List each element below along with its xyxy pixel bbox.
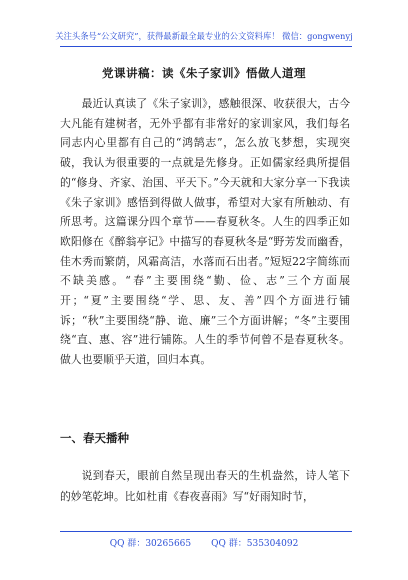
header-divider (60, 46, 352, 47)
footer-qq-group-2: QQ 群：535304092 (211, 539, 299, 549)
footer-qq-group-1: QQ 群：30265665 (109, 539, 192, 549)
header-banner: 关注头条号“公文研究”，获得最新最全最专业的公文资料库！ 微信：gongwenyj (55, 31, 353, 41)
section-heading-spring: 一、春天播种 (60, 431, 129, 445)
section-paragraph-spring: 说到春天，眼前自然呈现出春天的生机盎然，诗人笔下的妙笔乾坤。比如杜甫《春夜喜雨》写“好雨知时节， (60, 469, 350, 503)
intro-paragraph: 最近认真读了《朱子家训》，感触很深、收获很大，古今大凡能有建树者，无外乎都有非常好的家训家风，我们每名同志内心里都有自己的“鸿鹄志”，怎么放飞梦想，实现突破，我认为很重要的一点就是先修身。正如儒家经典所提倡的“修身、齐家、治国、平天下。”今天就和大家分享一下我读《朱子家训》感悟到得做人做事，希望对大家有所触动、有所思考。这篇课分四个章节——春夏秋冬。人生的四季正如欧阳修在《醉翁亭记》中描写的春夏秋冬是“野芳发而幽香，佳木秀而繁荫，风霜高洁，水落而石出者。”短短22字简练而不缺美感。“春”主要围绕“勤、俭、志”三个方面展开；“夏”主要围绕“学、思、友、善”四个方面进行铺诉；“秋”主要围绕“静、诡、廉”三个方面讲解；“冬”主要围绕“直、惠、容”进行铺陈。人生的季节何曾不是春夏秋冬。做人也要顺乎天道，回归本真。 (60, 97, 350, 367)
footer (0, 536, 408, 549)
footer-divider (60, 531, 352, 532)
document-title: 党课讲稿：读《朱子家训》悟做人道理 (102, 66, 306, 80)
